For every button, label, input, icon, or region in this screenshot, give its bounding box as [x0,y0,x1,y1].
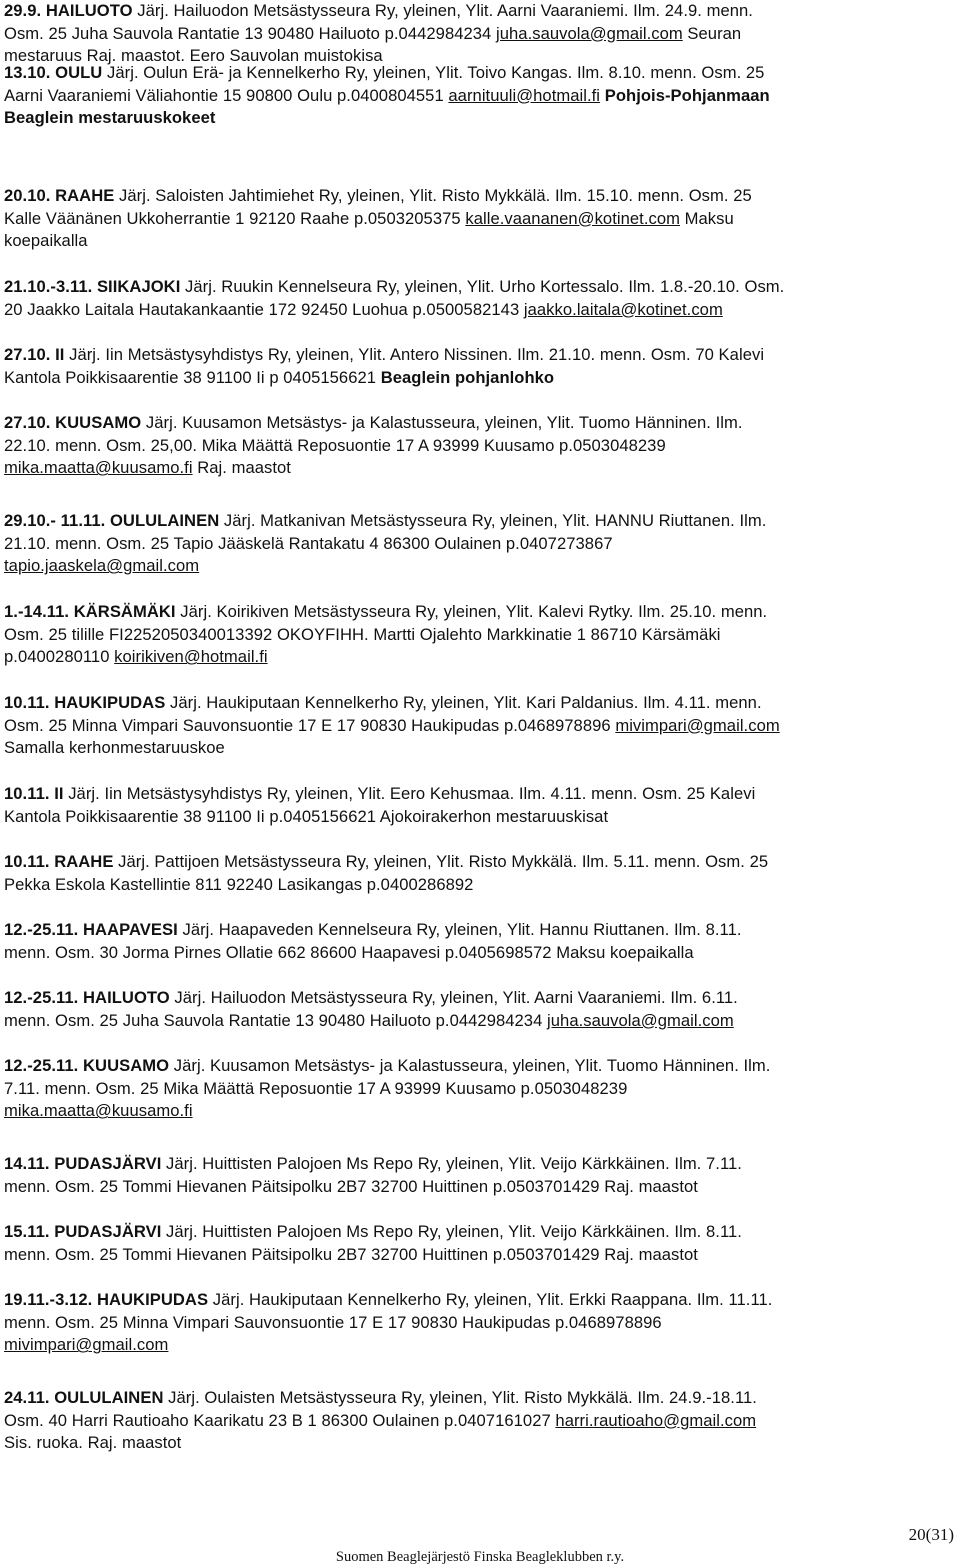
entry-line [4,851,956,874]
entry-line [4,412,956,435]
entry-text: Seuran [682,23,742,43]
entry-line [4,715,956,738]
entry-line [4,1312,956,1335]
entry-line [4,230,956,253]
entry-line [4,1055,956,1078]
entry-line [4,806,956,829]
contact-link[interactable]: juha.sauvola@gmail.com [547,1010,734,1030]
entry-line [4,1289,956,1312]
event-entry [4,0,956,68]
event-entry [4,344,956,389]
event-date: 1.-14.11. [4,602,70,621]
page-number: 20(31) [908,1525,954,1544]
contact-link[interactable]: aarnituuli@hotmail.fi [448,85,601,105]
entry-text: Järj. Haukiputaan Kennelkerho Ry, yleinen, Ylit. Erkki Raappana. Ilm. 11.11. [212,1290,773,1309]
entry-line [4,367,956,390]
event-entry [4,1153,956,1198]
entry-text: Järj. Huittisten Palojoen Ms Repo Ry, yleinen, Ylit. Veijo Kärkkäinen. Ilm. 7.11. [166,1154,742,1173]
entry-text: Osm. 25 Juha Sauvola Rantatie 13 90480 Hailuoto p.0442984234 [4,23,496,43]
event-location: SIIKAJOKI [96,277,181,296]
contact-link[interactable]: juha.sauvola@gmail.com [496,23,683,43]
entry-line [4,85,956,108]
entry-line [4,276,956,299]
entry-text: Järj. Saloisten Jahtimiehet Ry, yleinen, Ylit. Risto Mykkälä. Ilm. 15.10. menn. Osm. 25 [119,186,752,205]
entry-text: p.0400280110 [4,647,115,667]
entry-text: Järj. Hailuodon Metsästysseura Ry, yleinen, Ylit. Aarni Vaaraniemi. Ilm. 24.9. menn. [137,1,753,20]
event-entry [4,851,956,896]
contact-link[interactable]: mika.maatta@kuusamo.fi [4,1101,193,1121]
entry-line [4,646,956,669]
entry-text: Kalle Väänänen Ukkoherrantie 1 92120 Raahe p.0503205375 [4,208,466,228]
entry-line [4,1221,956,1244]
entry-text: Kantola Poikkisaarentie 38 91100 Ii p 0405156621 [4,367,381,387]
entry-line [4,1010,956,1033]
event-entry [4,1221,956,1266]
entry-line [4,1334,956,1357]
event-entry [4,1289,956,1357]
highlight-text: Pohjois-Pohjanmaan [600,85,770,105]
event-date: 12.-25.11. [4,920,79,939]
event-location: HAILUOTO [83,988,170,1007]
contact-link[interactable]: tapio.jaaskela@gmail.com [4,556,200,576]
entry-line [4,987,956,1010]
event-date: 20.10. [4,186,51,205]
entry-line [4,208,956,231]
event-entry [4,1387,956,1455]
event-date: 13.10. [4,63,51,82]
contact-link[interactable]: harri.rautioaho@gmail.com [555,1410,757,1430]
entry-line [4,1244,956,1267]
contact-link[interactable]: kalle.vaananen@kotinet.com [465,208,680,228]
entry-text: Järj. Oulaisten Metsästysseura Ry, yleinen, Ylit. Risto Mykkälä. Ilm. 24.9.-18.11. [168,1388,757,1407]
entry-text: koepaikalla [4,231,88,251]
entry-line [4,107,956,130]
entry-text: Järj. Iin Metsästysyhdistys Ry, yleinen, Ylit. Eero Kehusmaa. Ilm. 4.11. menn. Osm. 25 Kalevi [68,784,756,803]
entry-line [4,344,956,367]
entry-text: mestaruus Raj. maastot. Eero Sauvolan muistokisa [4,46,383,66]
contact-link[interactable]: mika.maatta@kuusamo.fi [4,458,193,478]
entry-line [4,1432,956,1455]
entry-line [4,0,956,23]
event-entry [4,1055,956,1123]
event-location: HAUKIPUDAS [54,693,166,712]
event-location: OULU [55,63,103,82]
event-location: HAAPAVESI [83,920,178,939]
entry-line [4,692,956,715]
entry-line [4,874,956,897]
entry-text: Osm. 25 Minna Vimpari Sauvonsuontie 17 E 17 90830 Haukipudas p.0468978896 [4,715,616,735]
event-location: PUDASJÄRVI [54,1222,162,1241]
entry-text: Järj. Koirikiven Metsästysseura Ry, yleinen, Ylit. Kalevi Rytky. Ilm. 25.10. menn. [180,602,768,621]
event-date: 12.-25.11. [4,988,79,1007]
event-location: OULULAINEN [54,1388,164,1407]
entry-line [4,942,956,965]
entry-text: Pekka Eskola Kastellintie 811 92240 Lasikangas p.0400286892 [4,874,474,894]
event-entry [4,412,956,480]
event-entry [4,692,956,760]
event-location: KUUSAMO [83,1056,170,1075]
event-entry [4,62,956,130]
entry-line [4,185,956,208]
event-date: 14.11. [4,1154,50,1173]
entry-text: menn. Osm. 25 Minna Vimpari Sauvonsuontie 17 E 17 90830 Haukipudas p.0468978896 [4,1312,662,1332]
event-date: 19.11.-3.12. [4,1290,93,1309]
entry-text: 20 Jaakko Laitala Hautakankaantie 172 92450 Luohua p.0500582143 [4,299,524,319]
entry-text: 21.10. menn. Osm. 25 Tapio Jääskelä Rantakatu 4 86300 Oulainen p.0407273867 [4,533,613,553]
event-location: HAUKIPUDAS [96,1290,209,1309]
event-date: 10.11. [4,693,50,712]
entry-text: Osm. 40 Harri Rautioaho Kaarikatu 23 B 1 86300 Oulainen p.0407161027 [4,1410,556,1430]
event-location: RAAHE [55,186,115,205]
entry-text: Järj. Matkanivan Metsästysseura Ry, yleinen, Ylit. HANNU Riuttanen. Ilm. [223,511,767,530]
contact-link[interactable]: mivimpari@gmail.com [4,1335,169,1355]
entry-text: 22.10. menn. Osm. 25,00. Mika Määttä Reposuontie 17 A 93999 Kuusamo p.0503048239 [4,435,666,455]
entry-line [4,1387,956,1410]
event-location: II [55,345,65,364]
entry-line [4,919,956,942]
entry-text: menn. Osm. 25 Juha Sauvola Rantatie 13 90480 Hailuoto p.0442984234 [4,1010,548,1030]
entry-line [4,1153,956,1176]
event-location: OULULAINEN [109,511,220,530]
entry-text: Raj. maastot [192,458,291,478]
entry-line [4,62,956,85]
entry-line [4,510,956,533]
event-date: 21.10.-3.11. [4,277,93,296]
entry-text: menn. Osm. 25 Tommi Hievanen Päitsipolku 2B7 32700 Huittinen p.0503701429 Raj. maastot [4,1244,698,1264]
entry-text: Maksu [679,208,734,228]
entry-line [4,737,956,760]
event-date: 29.10.- 11.11. [4,511,106,530]
contact-link[interactable]: koirikiven@hotmail.fi [114,647,268,667]
highlight-text: Beaglein pohjanlohko [380,367,555,387]
event-location: KUUSAMO [55,413,142,432]
entry-line [4,1078,956,1101]
event-entry [4,185,956,253]
entry-text: 7.11. menn. Osm. 25 Mika Määttä Reposuontie 17 A 93999 Kuusamo p.0503048239 [4,1078,628,1098]
event-location: HAILUOTO [45,1,133,20]
entry-line [4,783,956,806]
entry-text: Järj. Kuusamon Metsästys- ja Kalastusseura, yleinen, Ylit. Tuomo Hänninen. Ilm. [173,1056,771,1075]
entry-line [4,601,956,624]
entry-line [4,457,956,480]
event-date: 15.11. [4,1222,50,1241]
entry-line [4,1410,956,1433]
entry-line [4,555,956,578]
entry-text: Järj. Oulun Erä- ja Kennelkerho Ry, yleinen, Ylit. Toivo Kangas. Ilm. 8.10. menn. Osm. 25 [107,63,765,82]
entry-line [4,23,956,46]
event-date: 10.11. [4,784,50,803]
entry-text: menn. Osm. 25 Tommi Hievanen Päitsipolku 2B7 32700 Huittinen p.0503701429 Raj. maastot [4,1176,698,1196]
entry-text: Järj. Ruukin Kennelseura Ry, yleinen, Ylit. Urho Kortessalo. Ilm. 1.8.-20.10. Osm. [185,277,785,296]
event-location: KÄRSÄMÄKI [73,602,176,621]
entry-text: Järj. Haapaveden Kennelseura Ry, yleinen, Ylit. Hannu Riuttanen. Ilm. 8.11. [182,920,742,939]
event-date: 10.11. [4,852,50,871]
entry-text: Kantola Poikkisaarentie 38 91100 Ii p.0405156621 Ajokoirakerhon mestaruuskisat [4,806,609,826]
event-date: 12.-25.11. [4,1056,79,1075]
entry-text: Järj. Hailuodon Metsästysseura Ry, yleinen, Ylit. Aarni Vaaraniemi. Ilm. 6.11. [174,988,738,1007]
event-entry [4,276,956,321]
entry-text: Järj. Haukiputaan Kennelkerho Ry, yleinen, Ylit. Kari Paldanius. Ilm. 4.11. menn. [170,693,762,712]
entry-line [4,624,956,647]
highlight-text: Beaglein mestaruuskokeet [4,108,216,128]
contact-link[interactable]: mivimpari@gmail.com [615,715,780,735]
entry-line [4,299,956,322]
entry-text: Järj. Pattijoen Metsästysseura Ry, yleinen, Ylit. Risto Mykkälä. Ilm. 5.11. menn. Osm. 25 [118,852,769,871]
entry-text: Järj. Kuusamon Metsästys- ja Kalastusseura, yleinen, Ylit. Tuomo Hänninen. Ilm. [145,413,743,432]
event-location: II [54,784,64,803]
event-location: RAAHE [54,852,114,871]
event-date: 24.11. [4,1388,50,1407]
entry-text: Samalla kerhonmestaruuskoe [4,738,225,758]
event-entry [4,987,956,1032]
entry-line [4,435,956,458]
event-entry [4,783,956,828]
event-entry [4,919,956,964]
page-footer: Suomen Beaglejärjestö Finska Beagleklubben r.y. [335,1549,625,1565]
event-date: 27.10. [4,413,51,432]
event-date: 27.10. [4,345,51,364]
event-entry [4,510,956,578]
entry-text: Aarni Vaaraniemi Väliahontie 15 90800 Oulu p.0400804551 [4,85,449,105]
entry-line [4,1176,956,1199]
entry-text: Järj. Huittisten Palojoen Ms Repo Ry, yleinen, Ylit. Veijo Kärkkäinen. Ilm. 8.11. [166,1222,742,1241]
contact-link[interactable]: jaakko.laitala@kotinet.com [523,299,723,319]
entry-line [4,533,956,556]
entry-text: Osm. 25 tilille FI2252050340013392 OKOYFIHH. Martti Ojalehto Markkinatie 1 86710 Kärsämäki [4,624,721,644]
entry-text: Järj. Iin Metsästysyhdistys Ry, yleinen, Ylit. Antero Nissinen. Ilm. 21.10. menn. Osm. 70 Kalevi [69,345,765,364]
event-location: PUDASJÄRVI [54,1154,162,1173]
entry-text: menn. Osm. 30 Jorma Pirnes Ollatie 662 86600 Haapavesi p.0405698572 Maksu koepaikalla [4,942,694,962]
event-entry [4,601,956,669]
entry-text: Sis. ruoka. Raj. maastot [4,1433,182,1453]
event-date: 29.9. [4,1,42,20]
entry-line [4,1100,956,1123]
